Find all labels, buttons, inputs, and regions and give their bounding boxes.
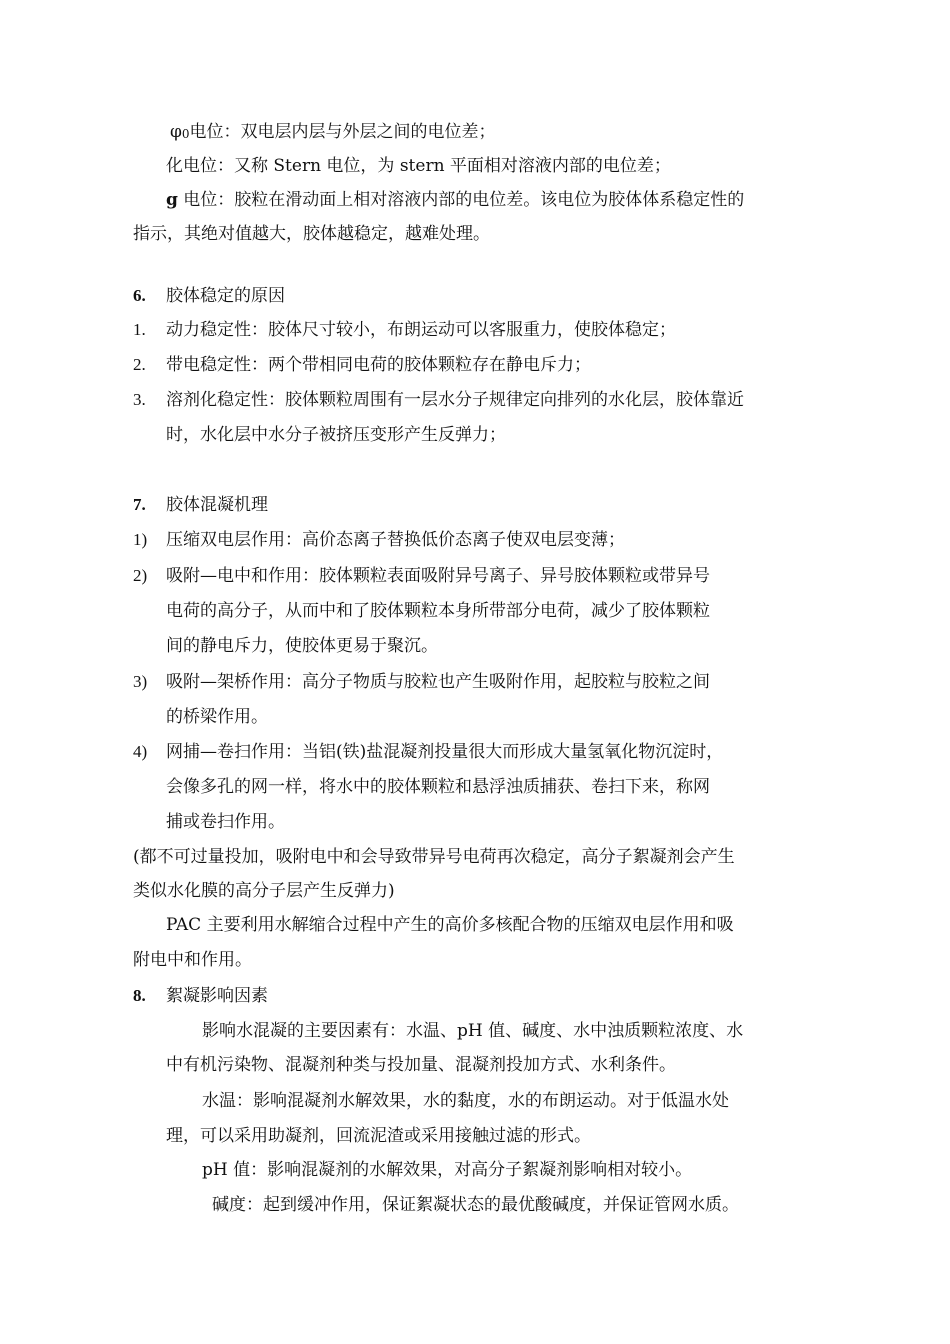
list-number: 2) xyxy=(133,566,148,585)
list-number: 1. xyxy=(133,320,146,339)
zeta-symbol: g xyxy=(166,190,178,210)
list-number: 4) xyxy=(133,742,148,761)
list-item: 吸附—电中和作用：胶体颗粒表面吸附异号离子、异号胶体颗粒或带异号 xyxy=(166,566,710,586)
list-number: 3. xyxy=(133,390,146,409)
caution-note-cont: 类似水化膜的高分子层产生反弹力) xyxy=(133,881,395,901)
list-item-cont: 会像多孔的网一样，将水中的胶体颗粒和悬浮浊质捕获、卷扫下来，称网 xyxy=(166,777,710,797)
list-item-cont: 捕或卷扫作用。 xyxy=(166,812,285,832)
list-item: 吸附—架桥作用：高分子物质与胶粒也产生吸附作用，起胶粒与胶粒之间 xyxy=(166,672,710,692)
list-item: 网捕—卷扫作用：当铝(铁)盐混凝剂投量很大而形成大量氢氧化物沉淀时， xyxy=(166,742,724,762)
zeta-definition xyxy=(166,189,744,211)
phi0-text: 电位：双电层内层与外层之间的电位差； xyxy=(189,122,496,142)
list-item-cont: 间的静电斥力，使胶体更易于聚沉。 xyxy=(166,636,438,656)
caution-note: (都不可过量投加，吸附电中和会导致带异号电荷再次稳定，高分子絮凝剂会产生 xyxy=(133,847,735,867)
phi0-symbol: φ xyxy=(170,122,182,142)
list-item: 动力稳定性：胶体尺寸较小，布朗运动可以客服重力，使胶体稳定； xyxy=(166,320,676,340)
alkalinity: 碱度：起到缓冲作用，保证絮凝状态的最优酸碱度，并保证管网水质。 xyxy=(212,1195,739,1215)
section6-number: 6. xyxy=(133,286,146,305)
section7-title: 胶体混凝机理 xyxy=(166,495,268,515)
phi0-subscript: 0 xyxy=(181,127,190,141)
list-item: 溶剂化稳定性：胶体颗粒周围有一层水分子规律定向排列的水化层，胶体靠近 xyxy=(166,390,744,410)
list-number: 3) xyxy=(133,672,148,691)
list-item-cont: 时，水化层中水分子被挤压变形产生反弹力； xyxy=(166,425,506,445)
list-number: 1) xyxy=(133,530,148,549)
pac-paragraph: PAC 主要利用水解缩合过程中产生的高价多核配合物的压缩双电层作用和吸 xyxy=(166,915,734,935)
water-temperature: 水温：影响混凝剂水解效果，水的黏度，水的布朗运动。对于低温水处 xyxy=(202,1091,729,1111)
pac-paragraph-cont: 附电中和作用。 xyxy=(133,950,252,970)
water-temperature-cont: 理，可以采用助凝剂，回流泥渣或采用接触过滤的形式。 xyxy=(166,1126,591,1146)
zeta-definition-cont: 指示，其绝对值越大，胶体越稳定，越难处理。 xyxy=(133,224,490,244)
section7-number: 7. xyxy=(133,495,146,514)
list-item: 压缩双电层作用：高价态离子替换低价态离子使双电层变薄； xyxy=(166,530,625,550)
section6-title: 胶体稳定的原因 xyxy=(166,286,285,306)
list-item-cont: 的桥梁作用。 xyxy=(166,707,268,727)
factors-intro-cont: 中有机污染物、混凝剂种类与投加量、混凝剂投加方式、水利条件。 xyxy=(166,1055,676,1075)
phi0-definition xyxy=(170,121,496,145)
zeta-text: 电位：胶粒在滑动面上相对溶液内部的电位差。该电位为胶体体系稳定性的 xyxy=(177,190,745,210)
phid-definition: 化电位：又称 Stern 电位，为 stern 平面相对溶液内部的电位差； xyxy=(166,156,671,176)
section8-title: 絮凝影响因素 xyxy=(166,986,268,1006)
ph-value: pH 值：影响混凝剂的水解效果，对高分子絮凝剂影响相对较小。 xyxy=(202,1160,693,1180)
list-item-cont: 电荷的高分子，从而中和了胶体颗粒本身所带部分电荷，减少了胶体颗粒 xyxy=(166,601,710,621)
factors-intro: 影响水混凝的主要因素有：水温、pH 值、碱度、水中浊质颗粒浓度、水 xyxy=(202,1021,744,1041)
list-item: 带电稳定性：两个带相同电荷的胶体颗粒存在静电斥力； xyxy=(166,355,591,375)
section8-number: 8. xyxy=(133,986,146,1005)
list-number: 2. xyxy=(133,355,146,374)
